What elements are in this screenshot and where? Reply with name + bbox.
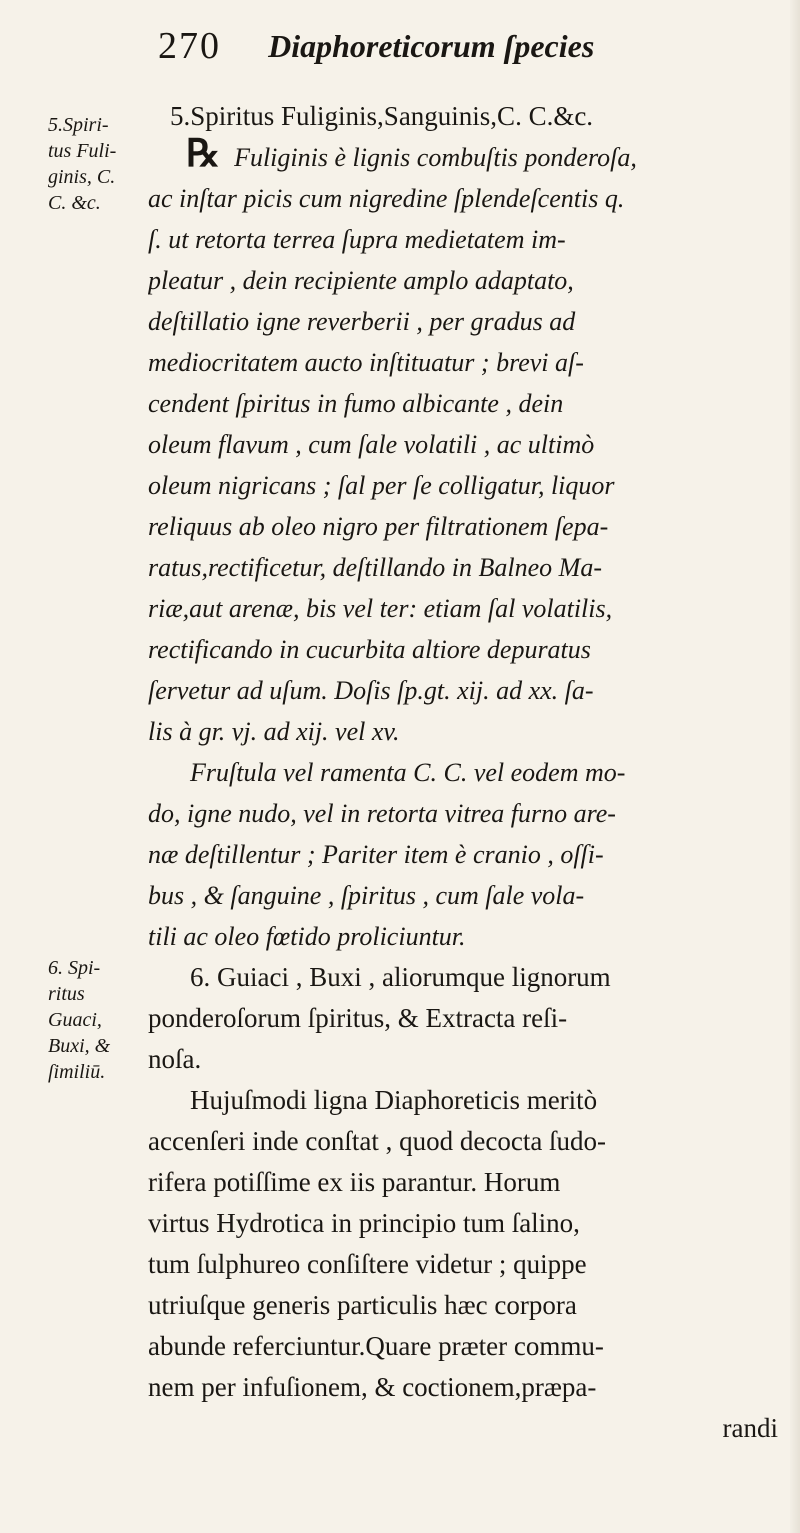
text-line: do, igne nudo, vel in retorta vitrea furno are- <box>148 799 616 828</box>
section-6-heading: 6. Guiaci , Buxi , aliorumque lignorum <box>190 962 611 992</box>
text-line: ac inſtar picis cum nigredine ſplendeſcentis q. <box>148 184 625 213</box>
text-line: tum ſulphureo conſiſtere videtur ; quippe <box>148 1249 587 1279</box>
text-line: rectificando in cucurbita altiore depuratus <box>148 635 591 664</box>
margin-note-line: tus Fuli- <box>48 140 117 162</box>
catchword: randi <box>722 1413 778 1443</box>
text-line <box>148 137 778 178</box>
text-line-content: Fuliginis è lignis combuſtis ponderoſa, <box>234 143 637 172</box>
text-line: nem per infuſionem, & coctionem,præpa- <box>148 1372 597 1402</box>
page-header <box>158 24 758 84</box>
text-line: lis à gr. vj. ad xij. vel xv. <box>148 717 400 746</box>
text-line: utriuſque generis particulis hæc corpora <box>148 1290 577 1320</box>
text-line: oleum flavum , cum ſale volatili , ac ultimò <box>148 430 595 459</box>
margin-note-line: Buxi, & <box>48 1035 111 1057</box>
text-line: ponderoſorum ſpiritus, & Extracta reſi- <box>148 1003 568 1033</box>
text-line: virtus Hydrotica in principio tum ſalino, <box>148 1208 580 1238</box>
margin-note-line: Guaci, <box>48 1009 102 1031</box>
body-text <box>148 96 778 1449</box>
margin-note-line: ritus <box>48 983 85 1005</box>
text-line: tili ac oleo fœtido proliciuntur. <box>148 922 466 951</box>
page-number: 270 <box>158 25 221 67</box>
running-title: Diaphoreticorum ſpecies <box>268 27 595 64</box>
text-line: cendent ſpiritus in fumo albicante , dein <box>148 389 564 418</box>
text-line: ſ. ut retorta terrea ſupra medietatem im- <box>148 225 566 254</box>
section-5-heading: 5.Spiritus Fuliginis,Sanguinis,C. C.&c. <box>170 101 594 131</box>
text-line: Hujuſmodi ligna Diaphoreticis meritò <box>190 1085 598 1115</box>
text-line: noſa. <box>148 1044 202 1074</box>
text-line: riæ,aut arenæ, bis vel ter: etiam ſal volatilis, <box>148 594 613 623</box>
margin-note-section-6 <box>48 955 144 1085</box>
text-line: reliquus ab oleo nigro per filtrationem ſepa- <box>148 512 609 541</box>
margin-note-line: ſimiliū. <box>48 1061 106 1083</box>
text-line: ratus,rectificetur, deſtillando in Balneo Ma- <box>148 553 602 582</box>
text-line: oleum nigricans ; ſal per ſe colligatur, liquor <box>148 471 615 500</box>
margin-note-section-5 <box>48 112 144 216</box>
text-line: Fruſtula vel ramenta C. C. vel eodem mo- <box>190 758 626 787</box>
recipe-rx-symbol: ℞ <box>186 137 221 175</box>
margin-note-line: 5.Spiri- <box>48 114 109 136</box>
text-line: abunde referciuntur.Quare præter commu- <box>148 1331 604 1361</box>
text-line: pleatur , dein recipiente amplo adaptato, <box>148 266 574 295</box>
text-line: accenſeri inde conſtat , quod decocta ſudo- <box>148 1126 607 1156</box>
text-line: mediocritatem aucto inſtituatur ; brevi aſ- <box>148 348 584 377</box>
margin-note-line: 6. Spi- <box>48 957 101 979</box>
text-line: rifera potiſſime ex iis parantur. Horum <box>148 1167 561 1197</box>
margin-note-line: ginis, C. <box>48 166 116 188</box>
text-line: ſervetur ad uſum. Doſis ſp.gt. xij. ad xx. ſa- <box>148 676 594 705</box>
text-line: bus , & ſanguine , ſpiritus , cum ſale vola- <box>148 881 585 910</box>
text-line: deſtillatio igne reverberii , per gradus ad <box>148 307 576 336</box>
page-edge <box>790 0 800 1533</box>
text-line: næ deſtillentur ; Pariter item è cranio , oſſi- <box>148 840 604 869</box>
margin-note-line: C. &c. <box>48 192 101 214</box>
